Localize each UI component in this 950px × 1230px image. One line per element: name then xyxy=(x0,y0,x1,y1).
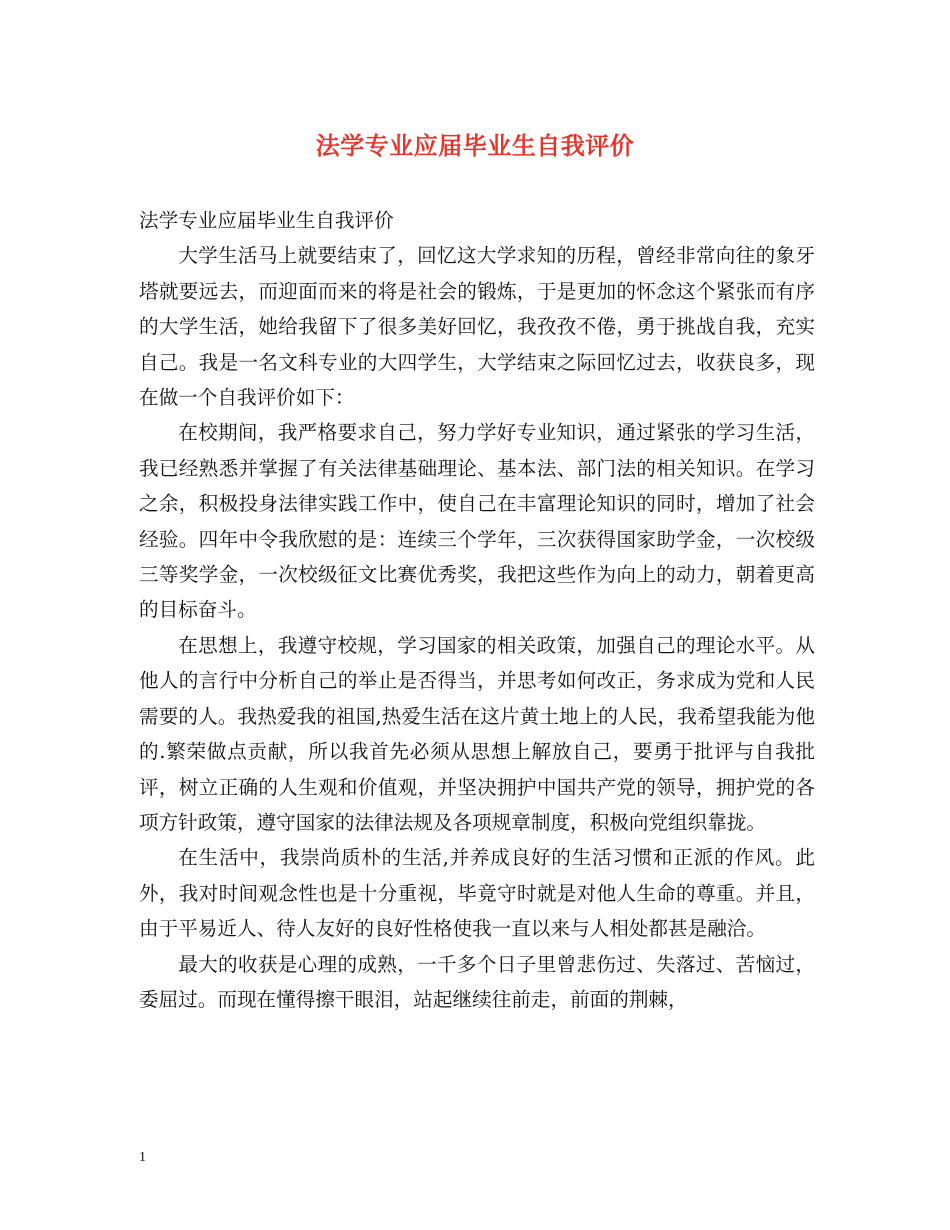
paragraph-3: 在思想上，我遵守校规，学习国家的相关政策，加强自己的理论水平。从他人的言行中分析自己的举止是否得当，并思考如何改正，务求成为党和人民需要的人。我热爱我的祖国,热爱生活在这片黄土地上的人民，我希望我能为他的.繁荣做点贡献，所以我首先必须从思想上解放自己，要勇于批评与自我批评，树立正确的人生观和价值观，并坚决拥护中国共产党的领导，拥护党的各项方针政策，遵守国家的法律法规及各项规章制度，积极向党组织靠拢。 xyxy=(139,633,815,834)
page-number: 1 xyxy=(139,1150,146,1165)
paragraph-2: 在校期间，我严格要求自己，努力学好专业知识，通过紧张的学习生活，我已经熟悉并掌握了有关法律基础理论、基本法、部门法的相关知识。在学习之余，积极投身法律实践工作中，使自己在丰富理论知识的同时，增加了社会经验。四年中令我欣慰的是：连续三个学年，三次获得国家助学金，一次校级三等奖学金，一次校级征文比赛优秀奖，我把这些作为向上的动力，朝着更高的目标奋斗。 xyxy=(139,421,815,622)
paragraph-4: 在生活中，我崇尚质朴的生活,并养成良好的生活习惯和正派的作风。此外，我对时间观念性也是十分重视，毕竟守时就是对他人生命的尊重。并且，由于平易近人、待人友好的良好性格使我一直以来与人相处都甚是融洽。 xyxy=(139,846,815,941)
document-subtitle: 法学专业应届毕业生自我评价 xyxy=(139,209,394,232)
paragraph-1: 大学生活马上就要结束了，回忆这大学求知的历程，曾经非常向往的象牙塔就要远去，而迎面而来的将是社会的锻炼，于是更加的怀念这个紧张而有序的大学生活，她给我留下了很多美好回忆，我孜孜不倦，勇于挑战自我，充实自己。我是一名文科专业的大四学生，大学结束之际回忆过去，收获良多，现在做一个自我评价如下： xyxy=(139,244,815,410)
paragraph-5: 最大的收获是心理的成熟，一千多个日子里曾悲伤过、失落过、苦恼过，委屈过。而现在懂得擦干眼泪，站起继续往前走，前面的荆棘， xyxy=(139,952,815,1011)
document-body xyxy=(139,203,815,1017)
document-title: 法学专业应届毕业生自我评价 xyxy=(315,131,635,160)
